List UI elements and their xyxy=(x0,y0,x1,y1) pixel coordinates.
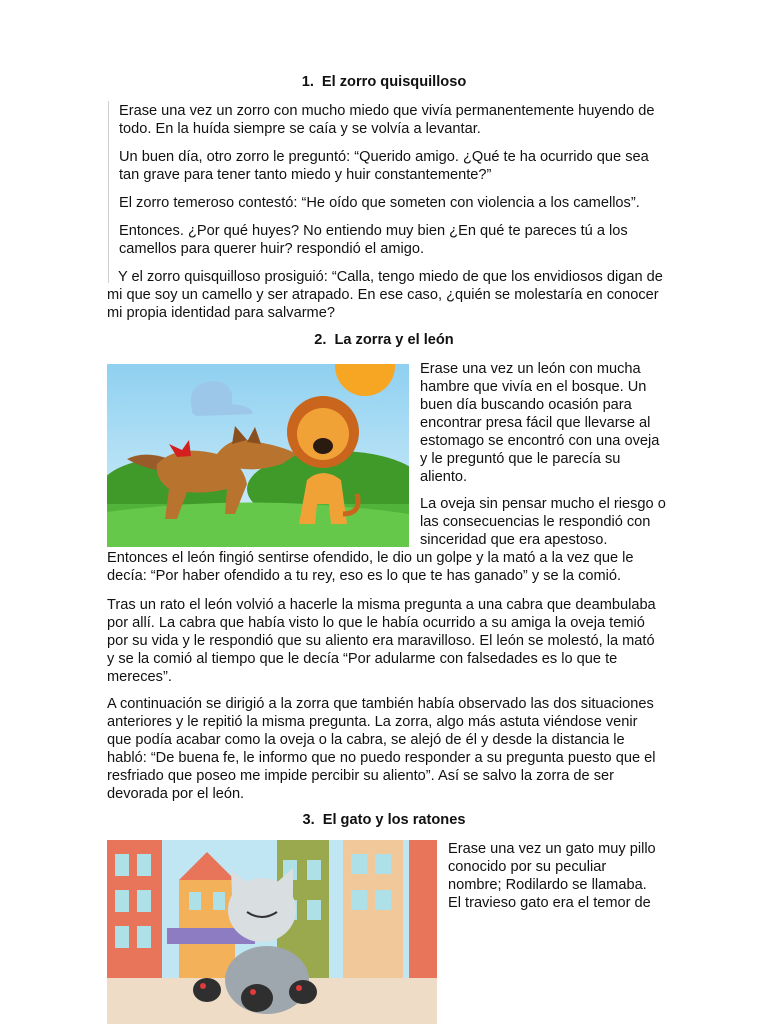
section-2-side-paragraph-2: La oveja sin pensar mucho el riesgo o las consecuencias le respondió con sinceridad que era apestoso. xyxy=(420,496,666,548)
section-3-heading xyxy=(0,812,768,828)
section-2-side-paragraph-1: Erase una vez un león con mucha hambre que vivía en el bosque. Un buen día buscando ocasión para encontrar presa fácil que llevarse al estomago se encontró con una oveja y le preguntó que le parecía su aliento. xyxy=(420,361,660,485)
section-2-heading xyxy=(0,332,768,348)
fox-and-lion-illustration xyxy=(107,364,409,547)
section-2-number: 2. xyxy=(314,332,327,348)
section-2-paragraph-2: Tras un rato el león volvió a hacerle la misma pregunta a una cabra que deambulaba por allí. La cabra que había visto lo que le había ocurrido a su amiga la oveja temió por su vida y le respondió que su aliento era maravilloso. El león se molestó, la mató y se la comió al tiempo que le decía “Por adularme con falsedades es lo que te mereces”. xyxy=(107,597,656,685)
section-1-paragraph-2: Un buen día, otro zorro le preguntó: “Querido amigo. ¿Qué te ha ocurrido que sea tan grave para tener tanto miedo y huir constantemente?” xyxy=(119,149,649,183)
section-1-number: 1. xyxy=(301,74,314,90)
section-2-title: La zorra y el león xyxy=(334,332,454,348)
section-2-paragraph-3: A continuación se dirigió a la zorra que también había observado las dos situaciones anteriores y le repitió la misma pregunta. La zorra, algo más astuta viéndose venir que podía acabar como la oveja o la cabra, se alejó de él y desde la distancia le habló: “De buena fe, le informo que no puedo responder a su pregunta puesto que el resfriado que poseo me impide percibir su aliento”. Así se salvo la zorra de ser devorada por el león. xyxy=(107,696,656,802)
section-1-paragraph-1: Erase una vez un zorro con mucho miedo que vivía permanentemente huyendo de todo. En la huída siempre se caía y se volvía a levantar. xyxy=(119,103,655,137)
section-3-title: El gato y los ratones xyxy=(322,812,466,828)
section-1-paragraph-5: Y el zorro quisquilloso prosiguió: “Calla, tengo miedo de que los envidiosos digan de mi que soy un camello y ser atrapado. En ese caso, ¿quién se molestaría en conocer mi propia identidad para salvarme? xyxy=(107,269,663,321)
cat-and-mice-illustration xyxy=(107,840,437,1024)
section-1-title: El zorro quisquilloso xyxy=(321,74,467,90)
section-3-number: 3. xyxy=(302,812,315,828)
section-1-paragraph-3: El zorro temeroso contestó: “He oído que someten con violencia a los camellos”. xyxy=(119,195,640,211)
section-3-side-paragraph-1: Erase una vez un gato muy pillo conocido por su peculiar nombre; Rodilardo se llamaba. El travieso gato era el temor de xyxy=(448,841,656,911)
quote-bar xyxy=(108,101,109,283)
section-1-paragraph-4: Entonces. ¿Por qué huyes? No entiendo muy bien ¿En qué te pareces tú a los camellos para querer huir? respondió el amigo. xyxy=(119,223,628,257)
section-2-paragraph-1: Entonces el león fingió sentirse ofendido, le dio un golpe y la mató a la vez que le decía: “Por haber ofendido a tu rey, eso es lo que te has ganado” y se la comió. xyxy=(107,550,634,584)
section-1-heading xyxy=(0,74,768,90)
